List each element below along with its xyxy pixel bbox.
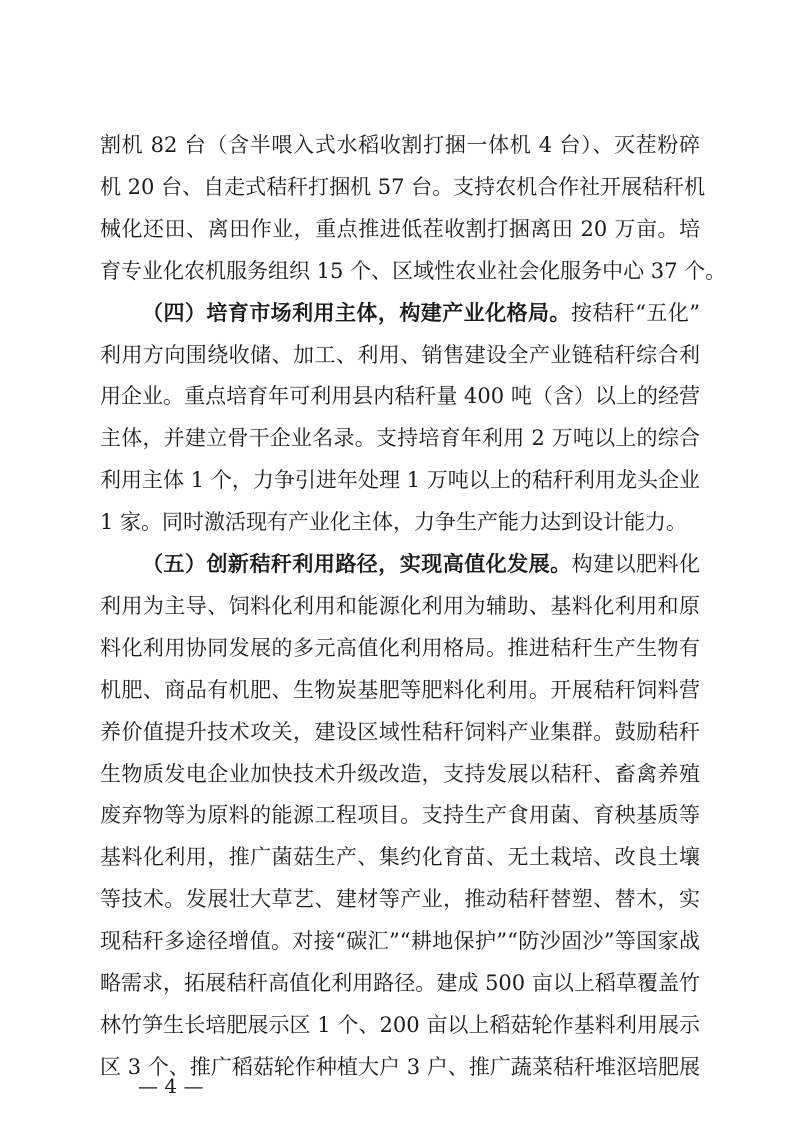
text-line: 生物质发电企业加快技术升级改造，支持发展以秸秆、畜禽养殖 — [100, 762, 700, 786]
text-line: 林竹笋生长培肥展示区 1 个、200 亩以上稻菇轮作基料利用展示 — [100, 1013, 700, 1037]
text-line: 利用为主导、饲料化利用和能源化利用为辅助、基料化利用和原 — [100, 594, 700, 618]
paragraph-first-line — [142, 546, 700, 582]
text-line: 略需求，拓展秸秆高值化利用路径。建成 500 亩以上稻草覆盖竹 — [100, 971, 700, 995]
text-line: 现秸秆多途径增值。对接“碳汇”“耕地保护”“防沙固沙”等国家战 — [100, 929, 700, 953]
text-fragment: 按秸秆“五化” — [570, 301, 700, 325]
text-line: 基料化利用，推广菌菇生产、集约化育苗、无土栽培、改良土壤 — [100, 845, 700, 869]
text-line: 主体，并建立骨干企业名录。支持培育年利用 2 万吨以上的综合 — [100, 426, 700, 450]
section-heading: （四）培育市场利用主体，构建产业化格局。 — [142, 300, 571, 325]
text-line: 用企业。重点培育年可利用县内秸秆量 400 吨（含）以上的经营 — [100, 384, 700, 408]
text-line: 机 20 台、自走式秸秆打捆机 57 台。支持农机合作社开展秸秆机 — [100, 175, 706, 199]
text-fragment: 构建以肥料化 — [571, 552, 701, 576]
text-line: 养价值提升技术攻关，建设区域性秸秆饲料产业集群。鼓励秸秆 — [100, 720, 700, 744]
text-line: 利用方向围绕收储、加工、利用、销售建设全产业链秸秆综合利 — [100, 343, 700, 367]
text-line: 等技术。发展壮大草艺、建材等产业，推动秸秆替塑、替木，实 — [100, 887, 700, 911]
text-line: 料化利用协同发展的多元高值化利用格局。推进秸秆生产生物有 — [100, 636, 700, 660]
section-heading: （五）创新秸秆利用路径，实现高值化发展。 — [142, 551, 572, 576]
text-line: 1 家。同时激活现有产业化主体，力争生产能力达到设计能力。 — [100, 510, 688, 534]
text-line: 械化还田、离田作业，重点推进低茬收割打捆离田 20 万亩。培 — [100, 217, 700, 241]
text-line: 利用主体 1 个，力争引进年处理 1 万吨以上的秸秆利用龙头企业 — [100, 468, 700, 492]
text-line: 割机 82 台（含半喂入式水稻收割打捆一体机 4 台）、灭茬粉碎 — [100, 133, 700, 157]
text-line: 废弃物等为原料的能源工程项目。支持生产食用菌、育秧基质等 — [100, 803, 700, 827]
page-number: — 4 — — [138, 1074, 204, 1098]
text-line: 机肥、商品有机肥、生物炭基肥等肥料化利用。开展秸秆饲料营 — [100, 678, 700, 702]
paragraph-first-line — [142, 295, 700, 331]
text-line: 育专业化农机服务组织 15 个、区域性农业社会化服务中心 37 个。 — [100, 259, 727, 283]
text-line: 区 3 个、推广稻菇轮作种植大户 3 户、推广蔬菜秸秆堆沤培肥展 — [100, 1055, 700, 1079]
